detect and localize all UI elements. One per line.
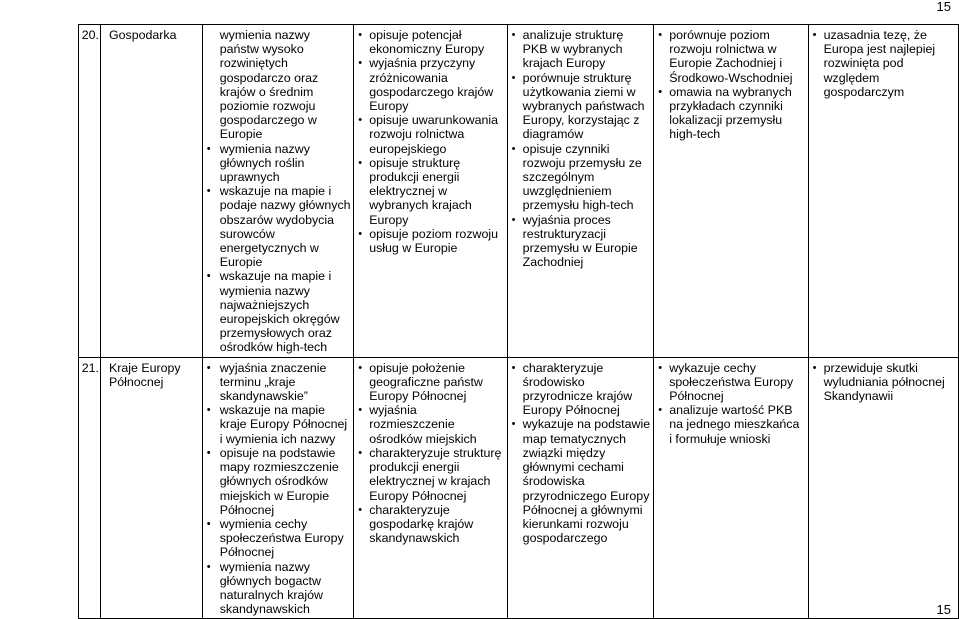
requirement-item: • charakteryzuje strukturę produkcji energii elektrycznej w krajach Europy Północnej xyxy=(357,446,504,503)
requirement-item: • opisuje strukturę produkcji energii elektrycznej w wybranych krajach Europy xyxy=(357,156,504,227)
requirement-item: • opisuje czynniki rozwoju przemysłu ze szczególnym uwzględnieniem przemysłu high-tech xyxy=(511,142,652,213)
requirement-item: • charakteryzuje środowisko przyrodnicze krajów Europy Północnej xyxy=(511,361,652,418)
requirement-text: wymienia nazwy państw wysoko rozwiniętych gospodarczo oraz krajów o średnim poziomie rozwoju gospodarczego w Europie xyxy=(219,28,319,142)
requirement-item: • opisuje położenie geograficzne państw Europy Północnej xyxy=(357,361,504,404)
table-row xyxy=(79,357,959,619)
requirement-item: • analizuje wartość PKB na jednego mieszkańca i formułuje wnioski xyxy=(657,403,805,446)
curriculum-table xyxy=(78,24,959,619)
topic-cell: Gospodarka xyxy=(100,25,202,358)
excellent-requirements-cell xyxy=(808,357,958,619)
requirement-item: • opisuje poziom rozwoju usług w Europie xyxy=(357,227,504,255)
requirement-item: • uzasadnia tezę, że Europa jest najlepiej rozwinięta pod względem gospodarczym xyxy=(812,28,956,99)
extended-requirements-cell xyxy=(354,357,507,619)
topic-cell: Kraje Europy Północnej xyxy=(100,357,202,619)
requirement-item: • wymienia nazwy głównych bogactw naturalnych krajów skandynawskich xyxy=(206,560,352,617)
requirement-item: • analizuje strukturę PKB w wybranych krajach Europy xyxy=(511,28,652,71)
requirement-item: • porównuje strukturę użytkowania ziemi w wybranych państwach Europy, korzystając z diagramów xyxy=(511,71,652,142)
requirement-item: • wymienia nazwy głównych roślin uprawnych xyxy=(206,142,352,185)
advanced-requirements-cell xyxy=(654,25,808,358)
requirement-item: • wykazuje cechy społeczeństwa Europy Północnej xyxy=(657,361,805,404)
requirement-item: • przewiduje skutki wyludniania północnej Skandynawii xyxy=(812,361,956,404)
advanced-requirements-cell xyxy=(654,357,808,619)
requirement-item: • wymienia cechy społeczeństwa Europy Północnej xyxy=(206,517,352,560)
requirement-item: • wskazuje na mapie i wymienia nazwy najważniejszych europejskich okręgów przemysłowych oraz ośrodków high-tech xyxy=(206,269,352,354)
table-row xyxy=(79,25,959,358)
requirement-item: • porównuje poziom rozwoju rolnictwa w Europie Zachodniej i Środkowo-Wschodniej xyxy=(657,28,805,85)
basic-requirements-cell xyxy=(202,25,354,358)
excellent-requirements-cell xyxy=(808,25,958,358)
row-number: 21. xyxy=(79,357,101,619)
requirement-item: • wyjaśnia proces restrukturyzacji przemysłu w Europie Zachodniej xyxy=(511,213,652,270)
requirement-item: • wyjaśnia znaczenie terminu „kraje skandynawskie” xyxy=(206,361,352,404)
requirement-item: • wskazuje na mapie kraje Europy Północnej i wymienia ich nazwy xyxy=(206,403,352,446)
requirement-item: • opisuje uwarunkowania rozwoju rolnictwa europejskiego xyxy=(357,113,504,156)
extended-requirements-cell xyxy=(354,25,507,358)
requirement-item: • opisuje na podstawie mapy rozmieszczenie głównych ośrodków miejskich w Europie Północnej xyxy=(206,446,352,517)
requirement-item: • wskazuje na mapie i podaje nazwy głównych obszarów wydobycia surowców energetycznych w Europie xyxy=(206,184,352,269)
requirement-item: • charakteryzuje gospodarkę krajów skandynawskich xyxy=(357,503,504,546)
complex-requirements-cell xyxy=(507,25,654,358)
requirement-item: • wykazuje na podstawie map tematycznych związki między głównymi cechami środowiska przyrodniczego Europy Północnej a głównymi kierunkami rozwoju gospodarczego xyxy=(511,417,652,545)
basic-requirements-cell xyxy=(202,357,354,619)
requirement-item: • wyjaśnia przyczyny zróżnicowania gospodarczego krajów Europy xyxy=(357,56,504,113)
requirement-item: • opisuje potencjał ekonomiczny Europy xyxy=(357,28,504,56)
page-number-top: 15 xyxy=(936,0,951,14)
row-number: 20. xyxy=(79,25,101,358)
requirement-item: • omawia na wybranych przykładach czynniki lokalizacji przemysłu high-tech xyxy=(657,85,805,142)
requirement-item: • wyjaśnia rozmieszczenie ośrodków miejskich xyxy=(357,403,504,446)
page-number-bottom: 15 xyxy=(936,602,951,617)
complex-requirements-cell xyxy=(507,357,654,619)
